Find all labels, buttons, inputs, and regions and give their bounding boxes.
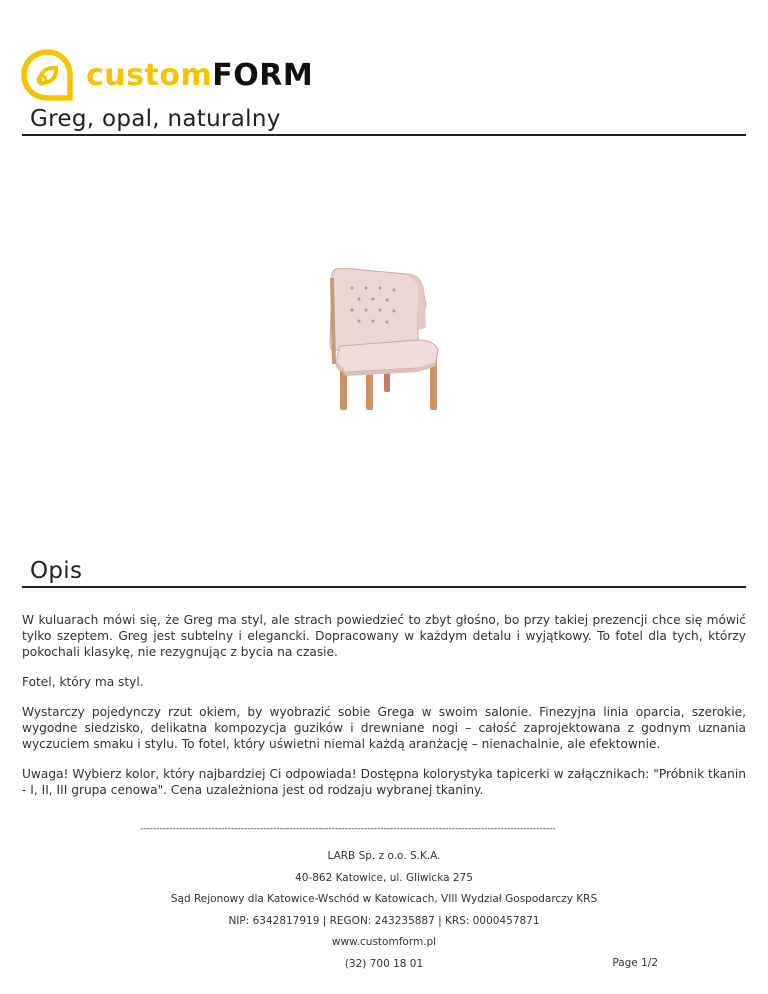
brand-wordmark-custom: custom: [86, 57, 213, 93]
description-heading: Opis: [30, 558, 83, 584]
description-paragraph: Uwaga! Wybierz kolor, który najbardziej Ci odpowiada! Dostępna kolorystyka tapicerki w załącznikach: "Próbnik tkanin - I, II, III grupa cenowa". Cena uzależniona jest od rodzaju wybranej tkaniny.: [22, 767, 746, 797]
page-number: Page 1/2: [612, 957, 658, 969]
footer-separator: --------------------------------------------------------------------------------------------------------------------------------: [140, 824, 556, 834]
product-title: Greg, opal, naturalny: [30, 106, 281, 132]
description-paragraph: Wystarczy pojedynczy rzut okiem, by wyobrazić sobie Grega w swoim salonie. Finezyjna linia oparcia, szerokie, wygodne siedzisko, delikatna kompozycja guzików i drewniane nogi – całość zaprojektowana z godnym uznania wyczuciem smaku i stylu. To fotel, który uświetni niemal każdą aranżację – nienachalnie, ale efektownie.: [22, 705, 746, 751]
leaf-logo-icon: [20, 48, 76, 102]
brand-wordmark: [86, 58, 313, 93]
description-divider: [22, 586, 746, 588]
company-court: Sąd Rejonowy dla Katowice-Wschód w Katowicach, VIII Wydział Gospodarczy KRS: [170, 893, 598, 905]
brand-wordmark-form: FORM: [212, 57, 314, 93]
brand-logo: [20, 48, 313, 102]
description-paragraph: Fotel, który ma styl.: [22, 675, 144, 689]
company-registry: NIP: 6342817919 | REGON: 243235887 | KRS: 0000457871: [228, 914, 540, 927]
title-divider: [22, 134, 746, 136]
chair-image: [322, 268, 446, 414]
description-body: [22, 612, 746, 812]
company-address: 40-862 Katowice, ul. Gliwicka 275: [295, 871, 473, 884]
company-name: LARB Sp. z o.o. S.K.A.: [327, 850, 441, 862]
company-phone: (32) 700 18 01: [344, 957, 424, 970]
description-paragraph: W kuluarach mówi się, że Greg ma styl, ale strach powiedzieć to zbyt głośno, bo przy takiej prezencji chce się mówić tylko szeptem. Greg jest subtelny i elegancki. Dopracowany w każdym detalu i wyjątkowy. To fotel dla tych, którzy pokochali klasykę, nie rezygnując z bycia na czasie.: [22, 613, 746, 659]
company-footer: [0, 846, 768, 975]
company-website: www.customform.pl: [331, 936, 437, 948]
